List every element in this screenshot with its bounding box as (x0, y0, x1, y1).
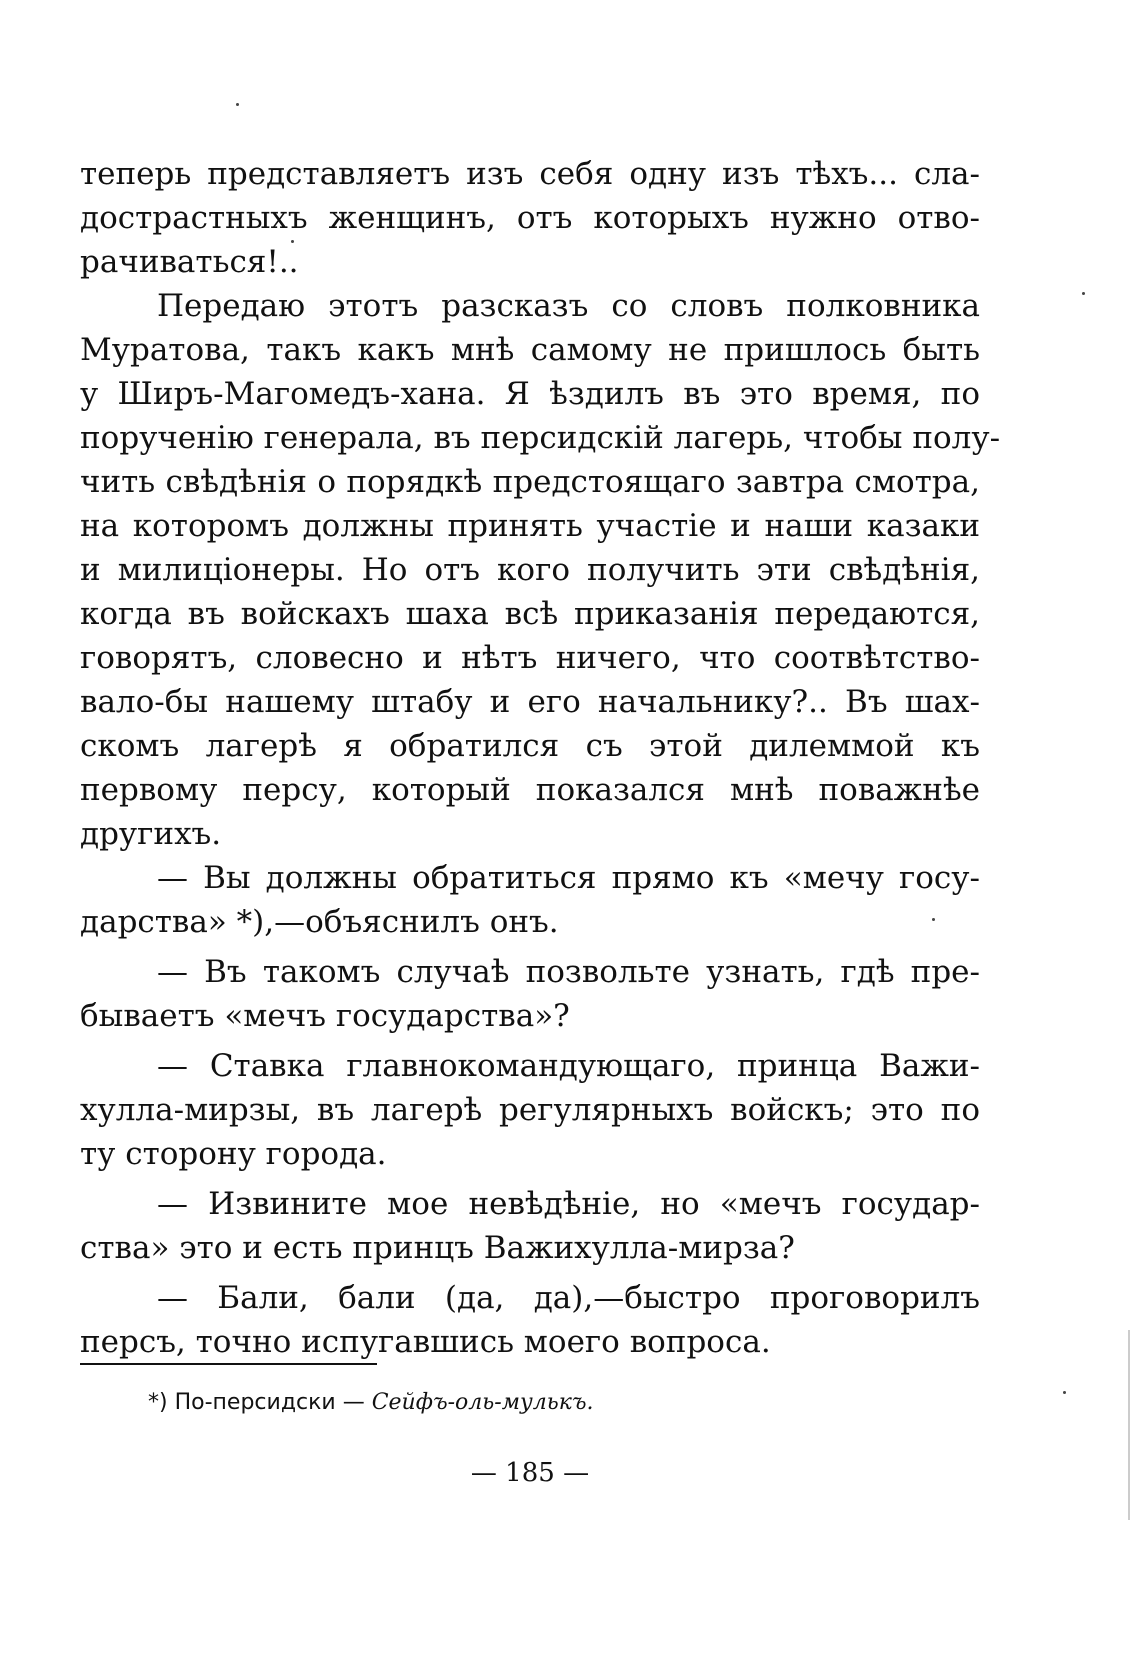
page-number: — 185 — (470, 1458, 590, 1488)
text-line: дарства» *),—объяснилъ онъ. (80, 904, 559, 940)
scan-edge-line (1128, 1330, 1130, 1520)
text-line: говорятъ, словесно и нѣтъ ничего, что соотвѣтство- (80, 640, 980, 676)
text-line: чить свѣдѣнія о порядкѣ предстоящаго завтра смотра, (80, 464, 980, 500)
text-line: ства» это и есть принцъ Важихулла-мирза? (80, 1230, 795, 1266)
text-line: — Бали, бали (да, да),—быстро проговорилъ (157, 1280, 980, 1316)
main-text (80, 152, 1001, 1364)
scan-speck (236, 103, 239, 106)
text-line: — Ставка главнокомандующаго, принца Важи- (157, 1048, 980, 1084)
text-line: вало-бы нашему штабу и его начальнику?.. Въ шах- (80, 684, 980, 720)
text-line: другихъ. (80, 816, 222, 852)
text-line: Передаю этотъ разсказъ со словъ полковника (157, 288, 980, 324)
text-line: рачиваться!.. (80, 244, 299, 280)
footnote-marker: *) (148, 1390, 168, 1415)
text-line: скомъ лагерѣ я обратился съ этой дилеммой къ (80, 728, 980, 764)
text-line: персъ, точно испугавшись моего вопроса. (80, 1324, 771, 1360)
text-line: Муратова, такъ какъ мнѣ самому не пришлось быть (80, 332, 980, 368)
scan-speck (932, 918, 935, 921)
footnote (148, 1388, 594, 1418)
text-line: порученію генерала, въ персидскій лагерь, чтобы полу- (80, 420, 1001, 456)
text-line: у Ширъ-Магомедъ-хана. Я ѣздилъ въ это время, по (80, 376, 980, 412)
text-line: ту сторону города. (80, 1136, 387, 1172)
scan-speck (291, 240, 294, 243)
text-line: бываетъ «мечъ государства»? (80, 998, 570, 1034)
text-line: и милиціонеры. Но отъ кого получить эти свѣдѣнія, (80, 552, 980, 588)
text-line: первому персу, который показался мнѣ поважнѣе (80, 772, 980, 808)
text-line: на которомъ должны принять участіе и наши казаки (80, 508, 980, 544)
text-line: теперь представляетъ изъ себя одну изъ тѣхъ... сла- (80, 156, 980, 192)
footnote-divider (80, 1363, 377, 1365)
footnote-term: Сейфъ-оль-мулькъ. (371, 1390, 594, 1415)
scan-speck (1082, 292, 1085, 295)
text-line: хулла-мирзы, въ лагерѣ регулярныхъ войскъ; это по (80, 1092, 980, 1128)
text-line: — Извините мое невѣдѣніе, но «мечъ государ- (157, 1186, 980, 1222)
text-line: — Въ такомъ случаѣ позвольте узнать, гдѣ пре- (157, 954, 980, 990)
footnote-text: По-персидски — (174, 1390, 365, 1415)
text-line: дострастныхъ женщинъ, отъ которыхъ нужно отво- (80, 200, 980, 236)
text-line: когда въ войскахъ шаха всѣ приказанія передаются, (80, 596, 980, 632)
text-line: — Вы должны обратиться прямо къ «мечу госу- (157, 860, 980, 896)
scan-speck (1063, 1391, 1066, 1394)
